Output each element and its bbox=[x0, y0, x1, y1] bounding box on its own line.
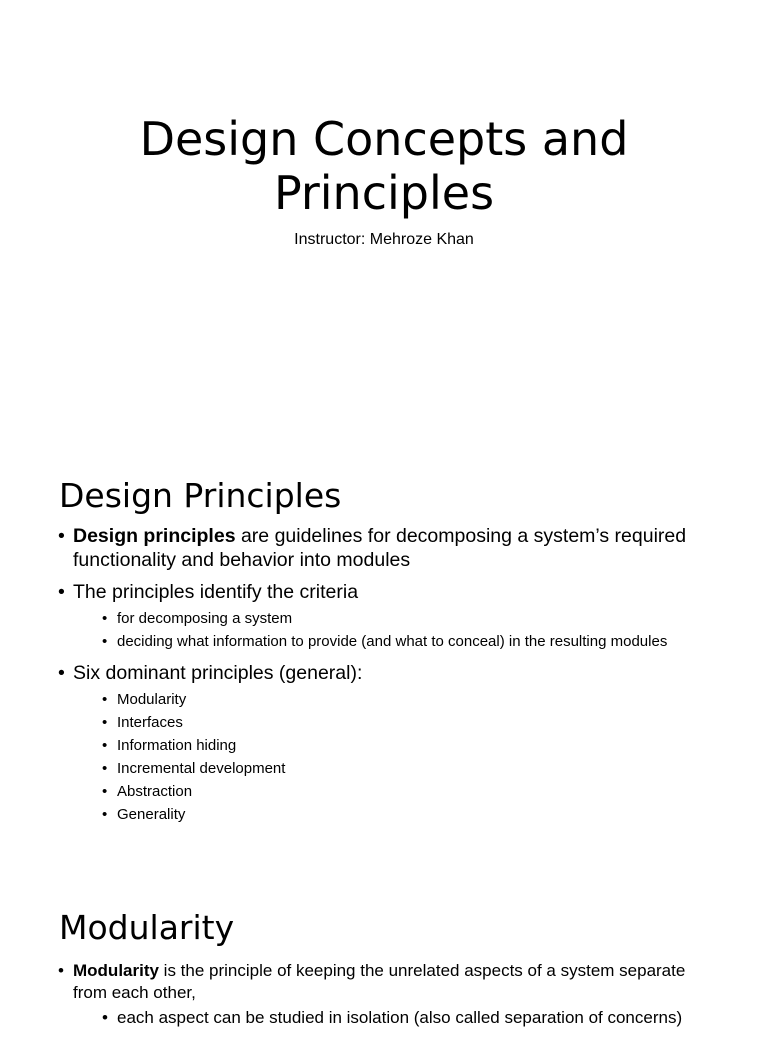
slide-heading: Modularity bbox=[59, 908, 235, 947]
bold-term: Design principles bbox=[73, 525, 236, 547]
bullet-text: The principles identify the criteria bbox=[73, 581, 359, 603]
bullet-item bbox=[58, 960, 708, 1029]
bullet-list bbox=[58, 960, 708, 1037]
sub-bullet-item: • Incremental development bbox=[73, 757, 718, 780]
bullet-item bbox=[58, 524, 718, 572]
sub-bullet-list bbox=[73, 1007, 708, 1029]
bullet-text: Six dominant principles (general): bbox=[73, 662, 363, 684]
bullet-list bbox=[58, 524, 718, 834]
modularity-slide bbox=[0, 880, 768, 1027]
sub-bullet-item: • Modularity bbox=[73, 688, 718, 711]
bullet-text: are guidelines for decomposing a system’s required functionality and behavior into modules bbox=[73, 525, 687, 571]
sub-bullet-list bbox=[73, 607, 718, 653]
sub-bullet-item: • for decomposing a system bbox=[73, 607, 718, 630]
bullet-item bbox=[58, 661, 718, 826]
slide-heading: Design Principles bbox=[59, 476, 342, 515]
bullet-text: is the principle of keeping the unrelated aspects of a system separate from each other, bbox=[73, 961, 686, 1002]
sub-bullet-list bbox=[73, 688, 718, 826]
title-slide bbox=[0, 0, 768, 440]
presentation-title bbox=[0, 112, 768, 220]
title-line-2: Principles bbox=[273, 166, 495, 220]
bold-term: Modularity bbox=[73, 961, 159, 980]
sub-bullet-item: • Generality bbox=[73, 803, 718, 826]
sub-bullet-item: • deciding what information to provide (and what to conceal) in the resulting modules bbox=[73, 630, 718, 653]
design-principles-slide bbox=[0, 440, 768, 880]
sub-bullet-item: • Abstraction bbox=[73, 780, 718, 803]
instructor-subtitle: Instructor: Mehroze Khan bbox=[294, 231, 474, 248]
sub-bullet-item: • Interfaces bbox=[73, 711, 718, 734]
sub-bullet-item: • each aspect can be studied in isolation (also called separation of concerns) bbox=[73, 1007, 708, 1029]
sub-bullet-item: • Information hiding bbox=[73, 734, 718, 757]
bullet-item bbox=[58, 580, 718, 653]
title-line-1: Design Concepts and bbox=[139, 112, 629, 166]
